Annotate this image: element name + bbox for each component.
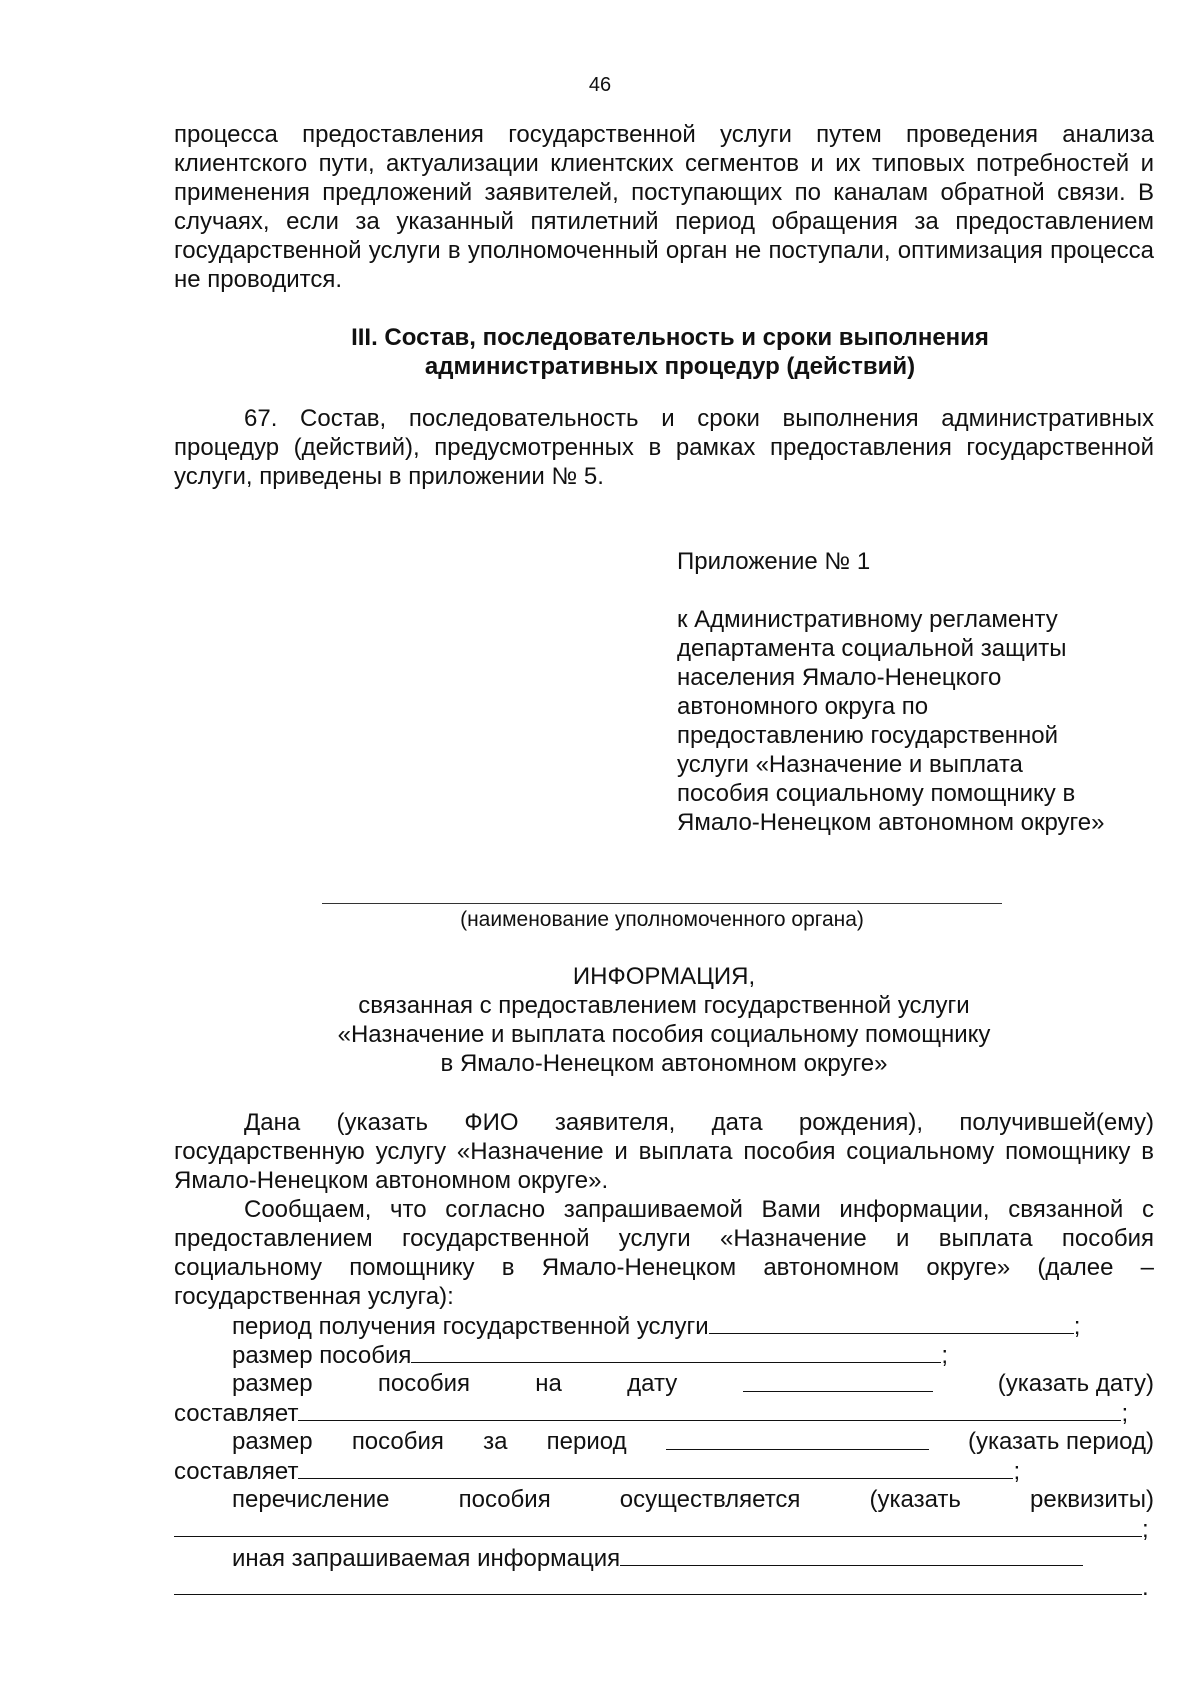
section-heading-line: III. Состав, последовательность и сроки выполнения [351, 324, 989, 351]
section-heading [230, 323, 1110, 381]
appendix-title: Приложение № 1 [677, 548, 871, 575]
info-subtitle-line: «Назначение и выплата пособия социальному помощнику [337, 1021, 991, 1048]
field-size-for-period [174, 1427, 1154, 1456]
org-name-caption: (наименование уполномоченного органа) [460, 908, 864, 931]
appendix-line: департамента социальной защиты [677, 635, 1067, 662]
period-fill-line [666, 1427, 929, 1450]
field-transfer [174, 1485, 1154, 1514]
fill-line [298, 1398, 1121, 1421]
word: пособия [458, 1486, 551, 1513]
justified-line [232, 1485, 1154, 1514]
word: период [546, 1428, 627, 1455]
field-composes-2 [174, 1456, 1154, 1485]
word: размер [232, 1370, 313, 1397]
date-fill-line [743, 1369, 933, 1392]
info-subtitle-line: в Ямало-Ненецком автономном округе» [440, 1050, 888, 1077]
justified-line [232, 1427, 1154, 1456]
word: размер [232, 1428, 313, 1455]
info-subtitle-line: связанная с предоставлением государственной услуги [358, 992, 970, 1019]
fill-line [174, 1572, 1142, 1595]
field-period [174, 1311, 1154, 1340]
word: дату [627, 1370, 678, 1397]
info-title: ИНФОРМАЦИЯ, [572, 963, 756, 990]
word: за [483, 1428, 508, 1455]
appendix-line: предоставлению государственной [677, 722, 1059, 749]
justified-line [232, 1369, 1154, 1398]
appendix-line: населения Ямало-Ненецкого [677, 664, 1002, 691]
appendix-line: к Административному регламенту [677, 606, 1058, 633]
word: (указать [869, 1486, 961, 1513]
field-transfer-line [174, 1514, 1154, 1543]
word: на [535, 1370, 562, 1397]
field-label: составляет [174, 1458, 299, 1485]
appendix-line: пособия социальному помощнику в [677, 780, 1076, 807]
hint: (указать период) [967, 1428, 1154, 1455]
fill-line [174, 1514, 1142, 1537]
word: пособия [351, 1428, 444, 1455]
top-paragraph: процесса предоставления государственной услуги путем проведения анализа клиентского пути, актуализации клиентских сегментов и их типовых потребностей и применения предложений заявителей, поступающих по каналам обратной связи. В случаях, если за указанный пятилетний период обращения за предоставлением государственной услуги в уполномоченный орган не поступали, оптимизация процесса не проводится. [174, 121, 1154, 293]
given-paragraph: Дана (указать ФИО заявителя, дата рождения), получившей(ему) государственную услугу «Назначение и выплата пособия социальному помощнику в Ямало-Ненецком автономном округе». [174, 1109, 1154, 1194]
field-label: размер пособия [232, 1342, 412, 1369]
field-label: иная запрашиваемая информация [232, 1545, 621, 1572]
fill-line [709, 1311, 1074, 1334]
hint: (указать дату) [997, 1370, 1154, 1397]
item-67-paragraph: 67. Состав, последовательность и сроки выполнения административных процедур (действий), предусмотренных в рамках предоставления государственной услуги, приведены в приложении № 5. [174, 405, 1154, 490]
punct: ; [941, 1342, 949, 1369]
field-other [174, 1543, 1154, 1572]
word: осуществляется [619, 1486, 801, 1513]
punct: ; [1142, 1516, 1149, 1543]
appendix-reference [677, 605, 1177, 837]
punct: ; [1073, 1313, 1081, 1340]
org-name-line [322, 903, 1002, 904]
punct: . [1142, 1574, 1149, 1601]
punct: ; [1121, 1400, 1129, 1427]
word: перечисление [232, 1486, 390, 1513]
field-composes-1 [174, 1398, 1154, 1427]
appendix-line: автономного округа по [677, 693, 929, 720]
appendix-line: Ямало-Ненецком автономном округе» [677, 809, 1105, 836]
field-size [174, 1340, 1154, 1369]
field-other-line [174, 1572, 1154, 1601]
field-label: составляет [174, 1400, 299, 1427]
appendix-line: услуги «Назначение и выплата [677, 751, 1023, 778]
field-size-on-date [174, 1369, 1154, 1398]
section-heading-line: административных процедур (действий) [424, 353, 916, 380]
info-heading [274, 962, 1054, 1078]
page-number: 46 [588, 74, 612, 96]
fill-line [298, 1456, 1013, 1479]
field-label: период получения государственной услуги [232, 1313, 709, 1340]
punct: ; [1013, 1458, 1021, 1485]
form-fields [174, 1311, 1154, 1601]
word: реквизиты) [1030, 1486, 1154, 1513]
inform-paragraph: Сообщаем, что согласно запрашиваемой Вами информации, связанной с предоставлением государственной услуги «Назначение и выплата пособия социальному помощнику в Ямало-Ненецком автономном округе» (далее – государственная услуга): [174, 1196, 1154, 1310]
fill-line [411, 1340, 941, 1363]
fill-line [620, 1543, 1083, 1566]
word: пособия [377, 1370, 470, 1397]
